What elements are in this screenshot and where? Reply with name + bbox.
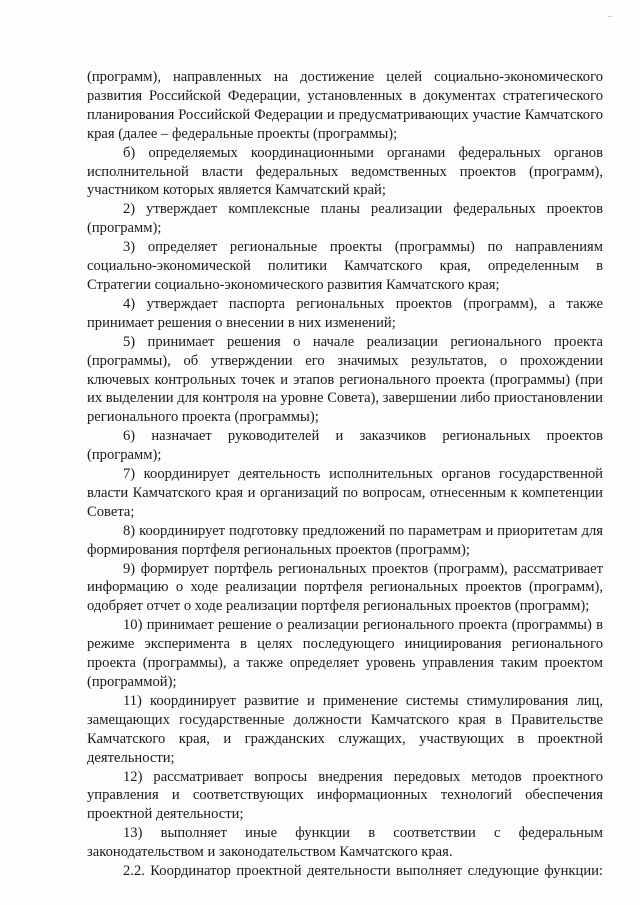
paragraph-section-2-2: 2.2. Координатор проектной деятельности выполняет следующие функции: — [123, 863, 603, 880]
paragraph-item-12: 12) рассматривает вопросы внедрения передовых методов проектного управления и соответствующих информационных технологий обеспечения проектной деятельности; — [87, 768, 603, 823]
paragraph-item-10: 10) принимает решение о реализации регионального проекта (программы) в режиме эксперимента в целях последующего инициирования регионального проекта (программы), а также определяет уровень управления таким проектом (программой); — [87, 617, 603, 690]
paragraph-item-b: б) определяемых координационными органами федеральных органов исполнительной власти федеральных ведомственных проектов (программ), участником которых является Камчатский край; — [87, 144, 603, 199]
paragraph-item-11: 11) координирует развитие и применение системы стимулирования лиц, замещающих государственные должности Камчатского края в Правительстве Камчатского края, и гражданских служащих, участвующих в проектной деятельности; — [87, 692, 603, 766]
paragraph-continuation: (программ), направленных на достижение целей социально-экономического развития Российской Федерации, установленных в документах стратегического планирования Российской Федерации и предусматривающих участие Камчатского края (далее – федеральные проекты (программы); — [87, 69, 603, 142]
paragraph-item-3: 3) определяет региональные проекты (программы) по направлениям социально-экономической политики Камчатского края, определенным в Стратегии социально-экономического развития Камчатского края; — [87, 239, 603, 293]
paragraph-item-9: 9) формирует портфель региональных проектов (программ), рассматривает информацию о ходе реализации портфеля региональных проектов (программ), одобряет отчет о ходе реализации портфеля региональных проектов (программ); — [87, 560, 603, 615]
paragraph-item-7: 7) координирует деятельность исполнительных органов государственной власти Камчатского края и организаций по вопросам, отнесенным к компетенции Совета; — [87, 466, 603, 520]
scan-mark — [608, 16, 612, 17]
paragraph-item-5: 5) принимает решения о начале реализации регионального проекта (программы), об утверждении его значимых результатов, о прохождении ключевых контрольных точек и этапов регионального проекта (программы) (при их выделении для контроля на уровне Совета), завершении либо приостановлении регионального проекта (программы); — [87, 333, 603, 426]
paragraph-item-13: 13) выполняет иные функции в соответствии с федеральным законодательством и законодательством Камчатского края. — [87, 825, 603, 861]
paragraph-item-8: 8) координирует подготовку предложений по параметрам и приоритетам для формирования портфеля региональных проектов (программ); — [87, 522, 603, 558]
paragraph-item-2: 2) утверждает комплексные планы реализации федеральных проектов (программ); — [87, 201, 603, 237]
document-body — [87, 68, 603, 881]
paragraph-item-6: 6) назначает руководителей и заказчиков региональных проектов (программ); — [87, 428, 603, 464]
paragraph-item-4: 4) утверждает паспорта региональных проектов (программ), а также принимает решения о внесении в них изменений; — [87, 295, 603, 331]
